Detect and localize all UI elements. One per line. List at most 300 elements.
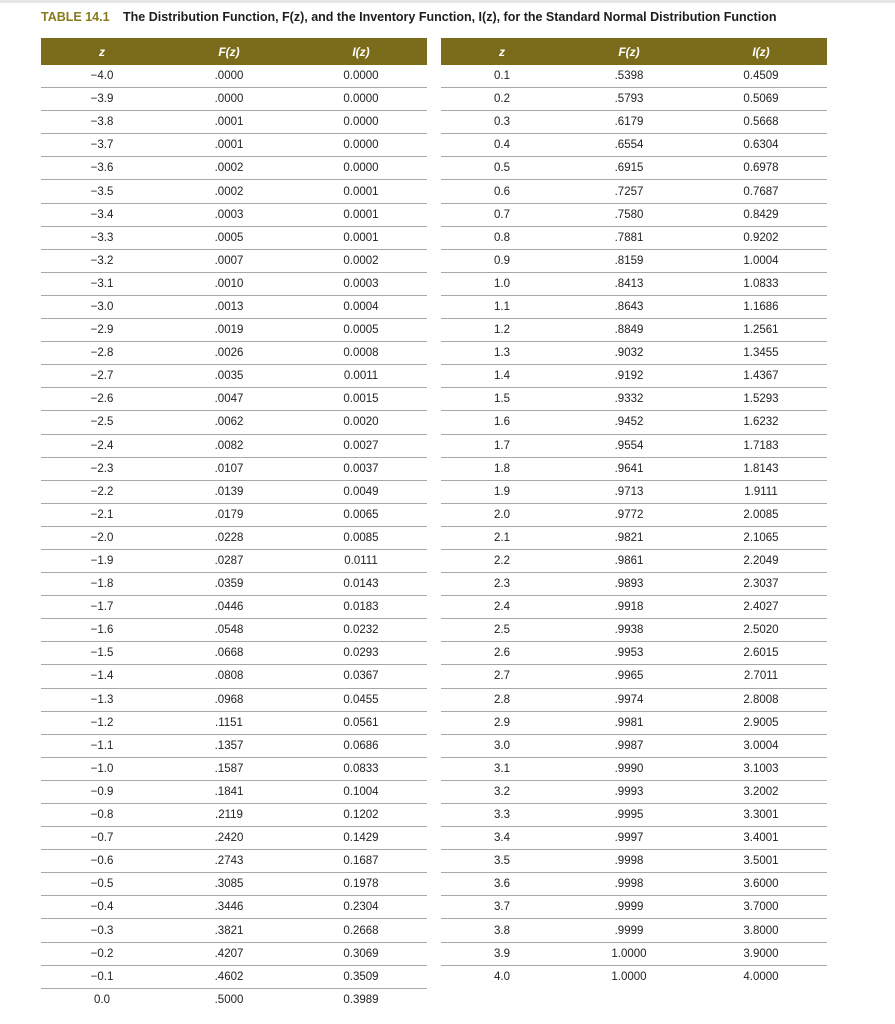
cell-z: −0.3 <box>90 924 114 937</box>
header-fz: F(z) <box>218 44 240 59</box>
header-fz: F(z) <box>618 44 640 59</box>
cell-fz: .1151 <box>215 716 243 729</box>
cell-iz: 0.0561 <box>343 716 379 729</box>
table-row <box>41 88 427 111</box>
cell-iz: 0.6304 <box>743 139 779 152</box>
cell-z: −1.6 <box>90 624 114 637</box>
table-row <box>441 873 827 896</box>
table-row <box>441 896 827 919</box>
table-row <box>441 411 827 434</box>
cell-fz: .0062 <box>214 416 244 429</box>
cell-iz: 0.0232 <box>343 624 379 637</box>
cell-iz: 0.0001 <box>343 185 379 198</box>
table-row <box>41 388 427 411</box>
cell-fz: .0548 <box>214 624 244 637</box>
cell-iz: 1.4367 <box>743 370 779 383</box>
table-row <box>441 250 827 273</box>
table-row <box>41 365 427 388</box>
cell-z: 1.5 <box>494 393 510 406</box>
cell-fz: .0019 <box>214 324 244 337</box>
cell-fz: .3085 <box>214 878 244 891</box>
cell-fz: .0808 <box>214 670 244 683</box>
table-row <box>41 689 427 712</box>
table-row <box>41 458 427 481</box>
cell-z: 3.2 <box>494 785 510 798</box>
cell-iz: 0.0011 <box>343 370 379 383</box>
table-row <box>441 919 827 942</box>
cell-fz: .0010 <box>214 277 244 290</box>
cell-fz: .9965 <box>614 670 644 683</box>
cell-iz: 0.3069 <box>343 947 379 960</box>
cell-iz: 1.7183 <box>743 439 779 452</box>
cell-fz: .9974 <box>614 693 644 706</box>
cell-iz: 0.3509 <box>343 970 379 983</box>
cell-z: 3.9 <box>494 947 510 960</box>
cell-fz: .6179 <box>614 116 644 129</box>
cell-z: −0.9 <box>90 785 114 798</box>
cell-z: −2.3 <box>90 462 114 475</box>
cell-z: −0.2 <box>90 947 114 960</box>
table-number: TABLE 14.1 <box>41 10 110 24</box>
table-row <box>441 481 827 504</box>
cell-z: −1.3 <box>90 693 114 706</box>
cell-z: −2.2 <box>90 485 114 498</box>
cell-iz: 2.0085 <box>743 508 779 521</box>
cell-z: 3.6 <box>494 878 510 891</box>
cell-z: −3.9 <box>90 93 114 106</box>
cell-z: 0.4 <box>494 139 510 152</box>
table-row <box>41 296 427 319</box>
cell-z: 0.3 <box>494 116 510 129</box>
table-row <box>41 665 427 688</box>
cell-z: −0.1 <box>90 970 114 983</box>
cell-iz: 0.0183 <box>343 601 379 614</box>
cell-fz: .9998 <box>614 855 644 868</box>
cell-z: 3.7 <box>494 901 510 914</box>
cell-z: 1.8 <box>494 462 510 475</box>
cell-fz: .7881 <box>614 231 644 244</box>
cell-z: −2.4 <box>90 439 114 452</box>
cell-iz: 0.7687 <box>743 185 779 198</box>
cell-z: −3.7 <box>90 139 114 152</box>
cell-z: 1.3 <box>494 347 510 360</box>
table-row <box>441 689 827 712</box>
table-row <box>41 157 427 180</box>
cell-iz: 3.9000 <box>743 947 779 960</box>
table-row <box>41 989 427 1012</box>
cell-iz: 0.0037 <box>343 462 379 475</box>
cell-fz: .0007 <box>214 254 244 267</box>
cell-iz: 0.8429 <box>743 208 779 221</box>
cell-fz: .0000 <box>214 93 244 106</box>
right-table <box>441 38 827 989</box>
cell-z: 2.0 <box>494 508 510 521</box>
table-row <box>41 850 427 873</box>
table-row <box>41 804 427 827</box>
table-row <box>441 758 827 781</box>
cell-iz: 0.0005 <box>343 324 379 337</box>
cell-iz: 3.3001 <box>743 809 779 822</box>
cell-fz: .8849 <box>614 324 644 337</box>
cell-z: 3.0 <box>494 739 510 752</box>
cell-z: 2.2 <box>494 555 510 568</box>
cell-iz: 0.0020 <box>343 416 379 429</box>
table-row <box>41 896 427 919</box>
cell-fz: .5793 <box>614 93 644 106</box>
cell-z: 1.2 <box>494 324 510 337</box>
cell-fz: .9997 <box>614 832 644 845</box>
cell-z: −2.9 <box>90 324 114 337</box>
table-row <box>41 573 427 596</box>
cell-fz: .0668 <box>214 647 244 660</box>
cell-z: −2.8 <box>90 347 114 360</box>
cell-z: −3.0 <box>90 300 114 313</box>
right-rows <box>441 65 827 989</box>
table-row <box>41 180 427 203</box>
table-row <box>41 342 427 365</box>
cell-z: 0.0 <box>94 994 110 1007</box>
cell-fz: .9987 <box>614 739 644 752</box>
cell-fz: .5000 <box>214 994 244 1007</box>
cell-iz: 0.2304 <box>343 901 379 914</box>
table-row <box>41 619 427 642</box>
cell-iz: 3.8000 <box>743 924 779 937</box>
cell-z: −2.7 <box>90 370 114 383</box>
cell-fz: .0107 <box>214 462 244 475</box>
table-row <box>441 65 827 88</box>
table-row <box>41 758 427 781</box>
cell-iz: 0.0027 <box>343 439 379 452</box>
cell-iz: 0.0367 <box>343 670 379 683</box>
cell-fz: .3821 <box>214 924 244 937</box>
cell-iz: 2.1065 <box>743 531 779 544</box>
cell-iz: 1.5293 <box>743 393 779 406</box>
cell-iz: 2.5020 <box>743 624 779 637</box>
table-row <box>441 827 827 850</box>
top-divider <box>0 0 895 3</box>
cell-iz: 0.0049 <box>343 485 379 498</box>
table-row <box>41 735 427 758</box>
table-row <box>41 319 427 342</box>
cell-fz: .1587 <box>214 762 244 775</box>
cell-z: 3.4 <box>494 832 510 845</box>
cell-fz: .9772 <box>614 508 644 521</box>
cell-z: −3.5 <box>90 185 114 198</box>
cell-z: −2.0 <box>90 531 114 544</box>
cell-iz: 2.4027 <box>743 601 779 614</box>
cell-iz: 0.5069 <box>743 93 779 106</box>
cell-z: −1.5 <box>90 647 114 660</box>
cell-fz: .0035 <box>214 370 244 383</box>
cell-fz: .2743 <box>214 855 244 868</box>
cell-iz: 0.9202 <box>743 231 779 244</box>
cell-fz: .0002 <box>214 162 244 175</box>
table-row <box>41 273 427 296</box>
cell-iz: 2.8008 <box>743 693 779 706</box>
cell-iz: 3.2002 <box>743 785 779 798</box>
table-row <box>41 250 427 273</box>
cell-iz: 0.0001 <box>343 208 379 221</box>
cell-iz: 3.6000 <box>743 878 779 891</box>
cell-fz: .9641 <box>614 462 644 475</box>
table-row <box>441 642 827 665</box>
cell-fz: .0228 <box>214 531 244 544</box>
table-row <box>41 504 427 527</box>
cell-z: −0.7 <box>90 832 114 845</box>
cell-z: 2.1 <box>494 531 510 544</box>
cell-iz: 0.1202 <box>343 809 379 822</box>
table-row <box>441 573 827 596</box>
cell-iz: 0.0111 <box>344 555 378 568</box>
table-row <box>41 873 427 896</box>
cell-iz: 0.6978 <box>743 162 779 175</box>
table-row <box>41 712 427 735</box>
cell-iz: 3.5001 <box>743 855 779 868</box>
cell-iz: 1.9111 <box>744 485 778 498</box>
header-z: z <box>499 44 505 59</box>
left-table <box>41 38 427 1012</box>
table-row <box>41 411 427 434</box>
cell-z: −2.6 <box>90 393 114 406</box>
cell-z: −3.2 <box>90 254 114 267</box>
cell-iz: 0.0065 <box>343 508 379 521</box>
cell-iz: 2.9005 <box>743 716 779 729</box>
cell-fz: .8643 <box>614 300 644 313</box>
cell-z: 3.1 <box>494 762 510 775</box>
table-row <box>41 943 427 966</box>
cell-iz: 2.7011 <box>743 670 779 683</box>
cell-iz: 0.1978 <box>343 878 379 891</box>
cell-fz: .9713 <box>614 485 644 498</box>
cell-fz: .9821 <box>614 531 644 544</box>
cell-iz: 0.0000 <box>343 162 379 175</box>
table-row <box>441 204 827 227</box>
table-row <box>441 966 827 989</box>
table-row <box>441 527 827 550</box>
table-row <box>41 65 427 88</box>
cell-fz: .0003 <box>214 208 244 221</box>
cell-fz: .9998 <box>614 878 644 891</box>
cell-fz: .4207 <box>214 947 244 960</box>
cell-fz: .9999 <box>614 901 644 914</box>
cell-z: −2.1 <box>90 508 114 521</box>
table-row <box>441 781 827 804</box>
cell-z: 4.0 <box>494 971 510 984</box>
cell-fz: .0446 <box>214 601 244 614</box>
table-row <box>41 966 427 989</box>
table-row <box>441 458 827 481</box>
table-row <box>441 227 827 250</box>
table-row <box>41 596 427 619</box>
cell-iz: 0.1004 <box>343 785 379 798</box>
table-title <box>41 10 776 24</box>
right-header-row <box>441 38 827 65</box>
left-rows <box>41 65 427 1012</box>
table-row <box>441 619 827 642</box>
cell-z: −0.6 <box>90 855 114 868</box>
table-row <box>441 596 827 619</box>
cell-iz: 2.2049 <box>743 555 779 568</box>
cell-fz: .0001 <box>214 116 244 129</box>
cell-fz: .7580 <box>614 208 644 221</box>
cell-z: 0.5 <box>494 162 510 175</box>
cell-fz: .1357 <box>214 739 244 752</box>
table-row <box>441 319 827 342</box>
cell-z: −3.3 <box>90 231 114 244</box>
cell-fz: .9554 <box>614 439 644 452</box>
cell-iz: 0.0015 <box>343 393 379 406</box>
cell-fz: .7257 <box>614 185 644 198</box>
cell-z: 0.1 <box>494 70 510 83</box>
cell-fz: .9938 <box>614 624 644 637</box>
cell-z: 2.5 <box>494 624 510 637</box>
cell-iz: 3.0004 <box>743 739 779 752</box>
cell-fz: .9995 <box>614 809 644 822</box>
cell-z: −1.1 <box>90 739 114 752</box>
cell-fz: .9990 <box>614 762 644 775</box>
cell-iz: 0.0686 <box>343 739 379 752</box>
cell-iz: 3.4001 <box>743 832 779 845</box>
cell-iz: 1.8143 <box>743 462 779 475</box>
cell-iz: 1.3455 <box>743 347 779 360</box>
cell-z: 0.6 <box>494 185 510 198</box>
cell-z: −1.7 <box>90 601 114 614</box>
cell-iz: 0.0833 <box>343 762 379 775</box>
cell-iz: 0.0000 <box>343 70 379 83</box>
cell-fz: .9452 <box>614 416 644 429</box>
cell-z: −3.8 <box>90 116 114 129</box>
cell-z: 2.3 <box>494 578 510 591</box>
cell-iz: 0.0003 <box>343 277 379 290</box>
cell-z: 2.7 <box>494 670 510 683</box>
cell-fz: .9893 <box>614 578 644 591</box>
cell-fz: .9918 <box>614 601 644 614</box>
cell-fz: .9332 <box>614 393 644 406</box>
cell-iz: 0.0143 <box>343 578 379 591</box>
cell-fz: .0047 <box>214 393 244 406</box>
cell-z: −2.5 <box>90 416 114 429</box>
cell-iz: 0.0001 <box>343 231 379 244</box>
table-row <box>41 227 427 250</box>
cell-iz: 3.1003 <box>743 762 779 775</box>
cell-z: 2.8 <box>494 693 510 706</box>
table-row <box>441 665 827 688</box>
table-row <box>441 134 827 157</box>
cell-iz: 2.6015 <box>743 647 779 660</box>
table-row <box>441 504 827 527</box>
cell-z: −1.0 <box>90 762 114 775</box>
cell-z: −3.4 <box>90 208 114 221</box>
cell-iz: 0.0008 <box>343 347 379 360</box>
cell-fz: .0179 <box>214 508 244 521</box>
cell-z: 0.8 <box>494 231 510 244</box>
cell-fz: .0968 <box>214 693 244 706</box>
cell-z: 0.9 <box>494 254 510 267</box>
cell-iz: 0.0000 <box>343 139 379 152</box>
cell-z: −0.4 <box>90 901 114 914</box>
cell-iz: 0.0000 <box>343 116 379 129</box>
table-row <box>441 157 827 180</box>
cell-z: −1.8 <box>90 578 114 591</box>
cell-z: 2.9 <box>494 716 510 729</box>
cell-z: 1.6 <box>494 416 510 429</box>
cell-z: 1.0 <box>494 277 510 290</box>
cell-iz: 1.0833 <box>743 277 779 290</box>
table-row <box>41 550 427 573</box>
table-row <box>441 342 827 365</box>
cell-fz: .9192 <box>614 370 644 383</box>
table-row <box>41 827 427 850</box>
cell-fz: .9861 <box>614 555 644 568</box>
cell-fz: 1.0000 <box>611 971 647 984</box>
table-row <box>41 919 427 942</box>
cell-fz: .0026 <box>214 347 244 360</box>
table-row <box>41 527 427 550</box>
cell-fz: 1.0000 <box>611 947 647 960</box>
table-row <box>41 435 427 458</box>
cell-z: −1.9 <box>90 555 114 568</box>
cell-z: 3.8 <box>494 924 510 937</box>
cell-fz: .2119 <box>215 809 243 822</box>
cell-z: 0.7 <box>494 208 510 221</box>
cell-iz: 4.0000 <box>743 971 779 984</box>
cell-fz: .8159 <box>614 254 644 267</box>
table-row <box>441 296 827 319</box>
cell-z: 2.4 <box>494 601 510 614</box>
cell-z: −0.8 <box>90 809 114 822</box>
table-row <box>441 943 827 966</box>
table-row <box>441 273 827 296</box>
cell-fz: .0139 <box>214 485 244 498</box>
cell-iz: 0.2668 <box>343 924 379 937</box>
table-row <box>441 388 827 411</box>
cell-z: 1.7 <box>494 439 510 452</box>
cell-fz: .0000 <box>214 70 244 83</box>
cell-fz: .3446 <box>214 901 244 914</box>
cell-fz: .0001 <box>214 139 244 152</box>
cell-z: 1.1 <box>494 300 510 313</box>
cell-iz: 3.7000 <box>743 901 779 914</box>
cell-fz: .9993 <box>614 785 644 798</box>
cell-z: −3.1 <box>90 277 114 290</box>
cell-fz: .0082 <box>214 439 244 452</box>
table-row <box>41 204 427 227</box>
cell-z: −1.2 <box>90 716 114 729</box>
table-row <box>441 712 827 735</box>
cell-z: 3.3 <box>494 809 510 822</box>
table-row <box>41 134 427 157</box>
table-row <box>441 550 827 573</box>
cell-iz: 0.4509 <box>743 70 779 83</box>
cell-z: 3.5 <box>494 855 510 868</box>
cell-fz: .0002 <box>214 185 244 198</box>
cell-z: −0.5 <box>90 878 114 891</box>
table-row <box>441 111 827 134</box>
cell-fz: .9953 <box>614 647 644 660</box>
header-z: z <box>99 44 105 59</box>
cell-z: 0.2 <box>494 93 510 106</box>
table-row <box>41 111 427 134</box>
cell-iz: 0.0455 <box>343 693 379 706</box>
cell-z: −4.0 <box>90 70 114 83</box>
left-header-row <box>41 38 427 65</box>
cell-iz: 0.0293 <box>343 647 379 660</box>
cell-iz: 0.0004 <box>343 300 379 313</box>
cell-iz: 0.0085 <box>343 531 379 544</box>
cell-iz: 0.5668 <box>743 116 779 129</box>
cell-fz: .5398 <box>614 70 644 83</box>
cell-iz: 1.6232 <box>743 416 779 429</box>
